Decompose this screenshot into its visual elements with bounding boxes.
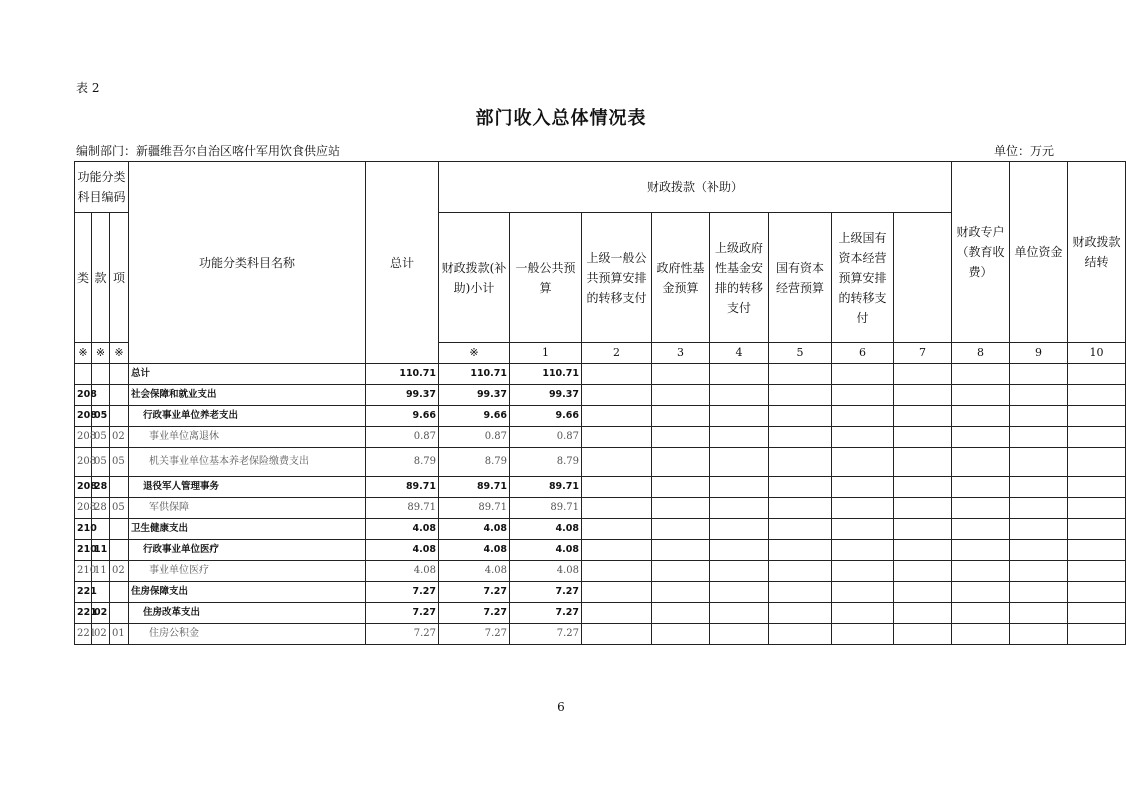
cell-fiscal-subtotal: 0.87: [439, 427, 510, 448]
cell-xiang: 01: [110, 624, 129, 645]
table-row: [75, 385, 1126, 406]
cell-general-budget: 99.37: [510, 385, 582, 406]
cell-kuan: 11: [92, 561, 110, 582]
cell-xiang: [110, 406, 129, 427]
cell-empty: [1068, 477, 1126, 498]
column-index-cell: ※: [75, 343, 92, 364]
cell-empty: [832, 448, 894, 477]
cell-empty: [652, 603, 710, 624]
table-row: [75, 519, 1126, 540]
cell-empty: [1010, 477, 1068, 498]
cell-empty: [710, 540, 769, 561]
header-upper-state-capital-transfer: 上级国有资本经营预算安排的转移支付: [832, 213, 894, 343]
cell-xiang: 05: [110, 448, 129, 477]
cell-empty: [1010, 603, 1068, 624]
cell-lei: 210: [75, 540, 92, 561]
cell-fiscal-subtotal: 4.08: [439, 540, 510, 561]
cell-kuan: [92, 364, 110, 385]
cell-fiscal-subtotal: 99.37: [439, 385, 510, 406]
cell-empty: [1010, 385, 1068, 406]
column-index-cell: 4: [710, 343, 769, 364]
cell-total: 4.08: [366, 561, 439, 582]
cell-empty: [582, 624, 652, 645]
cell-empty: [1010, 540, 1068, 561]
cell-fiscal-subtotal: 9.66: [439, 406, 510, 427]
cell-empty: [769, 406, 832, 427]
cell-empty: [832, 519, 894, 540]
cell-item-name: 社会保障和就业支出: [129, 385, 366, 406]
cell-fiscal-subtotal: 7.27: [439, 582, 510, 603]
cell-empty: [769, 603, 832, 624]
cell-kuan: 28: [92, 477, 110, 498]
cell-empty: [832, 364, 894, 385]
cell-empty: [769, 540, 832, 561]
cell-total: 0.87: [366, 427, 439, 448]
cell-general-budget: 7.27: [510, 624, 582, 645]
cell-lei: [75, 364, 92, 385]
cell-lei: 208: [75, 498, 92, 519]
cell-total: 110.71: [366, 364, 439, 385]
cell-empty: [952, 540, 1010, 561]
cell-empty: [769, 364, 832, 385]
table-row: [75, 561, 1126, 582]
cell-lei: 208: [75, 448, 92, 477]
cell-total: 7.27: [366, 624, 439, 645]
cell-item-name: 卫生健康支出: [129, 519, 366, 540]
cell-empty: [769, 498, 832, 519]
cell-item-name: 行政事业单位医疗: [129, 540, 366, 561]
table-number: 表 2: [76, 81, 100, 95]
cell-lei: 221: [75, 603, 92, 624]
cell-empty: [952, 406, 1010, 427]
table-row: [75, 364, 1126, 385]
cell-total: 8.79: [366, 448, 439, 477]
cell-item-name: 总计: [129, 364, 366, 385]
header-kuan: 款: [92, 213, 110, 343]
cell-empty: [952, 603, 1010, 624]
cell-xiang: [110, 519, 129, 540]
cell-empty: [1068, 427, 1126, 448]
cell-xiang: [110, 385, 129, 406]
cell-general-budget: 7.27: [510, 582, 582, 603]
cell-empty: [1068, 448, 1126, 477]
cell-empty: [832, 406, 894, 427]
cell-total: 7.27: [366, 582, 439, 603]
cell-xiang: [110, 477, 129, 498]
header-gov-fund: 政府性基金预算: [652, 213, 710, 343]
column-index-cell: ※: [92, 343, 110, 364]
column-index-cell: ※: [110, 343, 129, 364]
cell-empty: [832, 582, 894, 603]
cell-empty: [894, 385, 952, 406]
cell-empty: [832, 540, 894, 561]
cell-empty: [1068, 624, 1126, 645]
cell-lei: 210: [75, 561, 92, 582]
cell-empty: [894, 406, 952, 427]
cell-fiscal-subtotal: 110.71: [439, 364, 510, 385]
cell-general-budget: 0.87: [510, 427, 582, 448]
cell-empty: [952, 582, 1010, 603]
cell-item-name: 事业单位医疗: [129, 561, 366, 582]
cell-empty: [894, 448, 952, 477]
cell-empty: [894, 582, 952, 603]
cell-empty: [652, 477, 710, 498]
column-index-cell: ※: [439, 343, 510, 364]
cell-xiang: [110, 364, 129, 385]
header-upper-general-transfer: 上级一般公共预算安排的转移支付: [582, 213, 652, 343]
table-row: [75, 406, 1126, 427]
cell-kuan: 02: [92, 603, 110, 624]
cell-empty: [710, 477, 769, 498]
cell-empty: [952, 561, 1010, 582]
cell-item-name: 行政事业单位养老支出: [129, 406, 366, 427]
header-state-capital: 国有资本经营预算: [769, 213, 832, 343]
column-index-cell: 3: [652, 343, 710, 364]
cell-empty: [582, 406, 652, 427]
cell-empty: [652, 624, 710, 645]
cell-empty: [832, 385, 894, 406]
cell-empty: [1010, 561, 1068, 582]
cell-empty: [894, 427, 952, 448]
cell-fiscal-subtotal: 89.71: [439, 477, 510, 498]
cell-lei: 221: [75, 582, 92, 603]
header-lei: 类: [75, 213, 92, 343]
cell-empty: [1010, 406, 1068, 427]
header-xiang: 项: [110, 213, 129, 343]
header-fiscal-group: 财政拨款（补助）: [439, 162, 952, 213]
cell-empty: [710, 561, 769, 582]
cell-empty: [1010, 498, 1068, 519]
cell-empty: [710, 448, 769, 477]
column-index-cell: 7: [894, 343, 952, 364]
cell-general-budget: 89.71: [510, 477, 582, 498]
cell-empty: [710, 364, 769, 385]
cell-empty: [952, 477, 1010, 498]
table-row: [75, 427, 1126, 448]
cell-kuan: 28: [92, 498, 110, 519]
cell-kuan: 05: [92, 406, 110, 427]
header-special-fiscal: 财政专户（教育收费）: [952, 162, 1010, 343]
cell-xiang: [110, 582, 129, 603]
page-title: 部门收入总体情况表: [475, 108, 647, 129]
column-index-cell: 10: [1068, 343, 1126, 364]
cell-general-budget: 89.71: [510, 498, 582, 519]
cell-empty: [894, 603, 952, 624]
cell-total: 9.66: [366, 406, 439, 427]
cell-empty: [652, 540, 710, 561]
cell-empty: [652, 561, 710, 582]
header-unit-funds: 单位资金: [1010, 162, 1068, 343]
cell-total: 4.08: [366, 540, 439, 561]
cell-empty: [1068, 385, 1126, 406]
cell-total: 89.71: [366, 498, 439, 519]
column-index-cell: 1: [510, 343, 582, 364]
cell-general-budget: 7.27: [510, 603, 582, 624]
cell-fiscal-subtotal: 8.79: [439, 448, 510, 477]
cell-empty: [710, 385, 769, 406]
cell-empty: [710, 498, 769, 519]
cell-empty: [769, 624, 832, 645]
cell-total: 7.27: [366, 603, 439, 624]
cell-empty: [952, 385, 1010, 406]
cell-empty: [710, 603, 769, 624]
cell-empty: [652, 498, 710, 519]
cell-kuan: 11: [92, 540, 110, 561]
cell-empty: [832, 477, 894, 498]
cell-total: 99.37: [366, 385, 439, 406]
cell-empty: [1068, 364, 1126, 385]
cell-empty: [952, 519, 1010, 540]
cell-empty: [1068, 540, 1126, 561]
cell-empty: [1068, 603, 1126, 624]
cell-xiang: 05: [110, 498, 129, 519]
cell-empty: [952, 427, 1010, 448]
header-upper-gov-fund-transfer: 上级政府性基金安排的转移支付: [710, 213, 769, 343]
cell-kuan: 02: [92, 624, 110, 645]
cell-empty: [894, 364, 952, 385]
header-func-name: 功能分类科目名称: [129, 162, 366, 364]
header-general-budget: 一般公共预算: [510, 213, 582, 343]
cell-general-budget: 4.08: [510, 540, 582, 561]
cell-empty: [652, 448, 710, 477]
cell-lei: 210: [75, 519, 92, 540]
cell-item-name: 机关事业单位基本养老保险缴费支出: [129, 448, 366, 477]
cell-empty: [894, 498, 952, 519]
cell-fiscal-subtotal: 4.08: [439, 519, 510, 540]
cell-fiscal-subtotal: 7.27: [439, 624, 510, 645]
cell-kuan: 05: [92, 427, 110, 448]
table-row: [75, 498, 1126, 519]
cell-empty: [1010, 519, 1068, 540]
cell-item-name: 住房保障支出: [129, 582, 366, 603]
cell-empty: [582, 448, 652, 477]
cell-empty: [582, 385, 652, 406]
column-index-cell: 2: [582, 343, 652, 364]
cell-item-name: 事业单位离退休: [129, 427, 366, 448]
cell-empty: [652, 427, 710, 448]
cell-empty: [1068, 561, 1126, 582]
cell-empty: [769, 561, 832, 582]
header-fiscal-subtotal: 财政拨款(补助)小计: [439, 213, 510, 343]
unit-label: 单位：万元: [993, 144, 1054, 158]
column-index-cell: 6: [832, 343, 894, 364]
cell-empty: [832, 498, 894, 519]
cell-empty: [1068, 498, 1126, 519]
cell-general-budget: 4.08: [510, 561, 582, 582]
cell-lei: 208: [75, 385, 92, 406]
table-row: [75, 603, 1126, 624]
cell-empty: [769, 582, 832, 603]
cell-fiscal-subtotal: 7.27: [439, 603, 510, 624]
cell-xiang: [110, 603, 129, 624]
header-func-code: 功能分类科目编码: [75, 162, 129, 213]
cell-empty: [1010, 624, 1068, 645]
cell-fiscal-subtotal: 89.71: [439, 498, 510, 519]
cell-empty: [582, 519, 652, 540]
cell-total: 89.71: [366, 477, 439, 498]
cell-empty: [894, 540, 952, 561]
cell-empty: [652, 385, 710, 406]
cell-xiang: 02: [110, 427, 129, 448]
column-index-cell: 5: [769, 343, 832, 364]
cell-item-name: 退役军人管理事务: [129, 477, 366, 498]
cell-empty: [1010, 364, 1068, 385]
cell-lei: 208: [75, 406, 92, 427]
column-index-cell: 9: [1010, 343, 1068, 364]
cell-empty: [1010, 582, 1068, 603]
table-row: [75, 477, 1126, 498]
cell-empty: [832, 427, 894, 448]
cell-empty: [652, 582, 710, 603]
cell-empty: [952, 448, 1010, 477]
cell-general-budget: 110.71: [510, 364, 582, 385]
cell-fiscal-subtotal: 4.08: [439, 561, 510, 582]
cell-empty: [1068, 582, 1126, 603]
cell-empty: [582, 561, 652, 582]
column-index-cell: 8: [952, 343, 1010, 364]
table-row: [75, 582, 1126, 603]
cell-general-budget: 8.79: [510, 448, 582, 477]
cell-empty: [652, 519, 710, 540]
cell-empty: [582, 498, 652, 519]
cell-empty: [582, 603, 652, 624]
cell-empty: [652, 364, 710, 385]
cell-empty: [769, 448, 832, 477]
cell-empty: [582, 364, 652, 385]
cell-xiang: 02: [110, 561, 129, 582]
income-summary-table: [74, 161, 1126, 645]
cell-empty: [952, 624, 1010, 645]
cell-empty: [582, 427, 652, 448]
table-row: [75, 624, 1126, 645]
header-total: 总计: [366, 162, 439, 364]
cell-lei: 221: [75, 624, 92, 645]
cell-lei: 208: [75, 427, 92, 448]
cell-item-name: 军供保障: [129, 498, 366, 519]
cell-empty: [832, 624, 894, 645]
cell-empty: [1068, 519, 1126, 540]
cell-total: 4.08: [366, 519, 439, 540]
cell-empty: [832, 561, 894, 582]
cell-empty: [769, 477, 832, 498]
cell-empty: [1068, 406, 1126, 427]
cell-empty: [769, 519, 832, 540]
cell-item-name: 住房改革支出: [129, 603, 366, 624]
cell-lei: 208: [75, 477, 92, 498]
cell-empty: [952, 498, 1010, 519]
cell-general-budget: 9.66: [510, 406, 582, 427]
cell-empty: [582, 540, 652, 561]
cell-empty: [769, 427, 832, 448]
cell-empty: [832, 603, 894, 624]
cell-kuan: 05: [92, 448, 110, 477]
cell-xiang: [110, 540, 129, 561]
cell-empty: [652, 406, 710, 427]
cell-empty: [710, 582, 769, 603]
compiling-department: 编制部门：新疆维吾尔自治区喀什军用饮食供应站: [76, 144, 341, 158]
header-fiscal-carryover: 财政拨款结转: [1068, 162, 1126, 343]
cell-empty: [710, 519, 769, 540]
cell-empty: [710, 624, 769, 645]
cell-empty: [1010, 427, 1068, 448]
cell-empty: [1010, 448, 1068, 477]
cell-empty: [894, 561, 952, 582]
cell-empty: [710, 406, 769, 427]
cell-general-budget: 4.08: [510, 519, 582, 540]
cell-empty: [582, 477, 652, 498]
table-row: [75, 448, 1126, 477]
cell-empty: [582, 582, 652, 603]
cell-empty: [769, 385, 832, 406]
cell-empty: [894, 477, 952, 498]
page-number: 6: [557, 700, 565, 714]
cell-empty: [952, 364, 1010, 385]
cell-empty: [710, 427, 769, 448]
cell-empty: [894, 624, 952, 645]
table-row: [75, 540, 1126, 561]
cell-empty: [894, 519, 952, 540]
cell-item-name: 住房公积金: [129, 624, 366, 645]
